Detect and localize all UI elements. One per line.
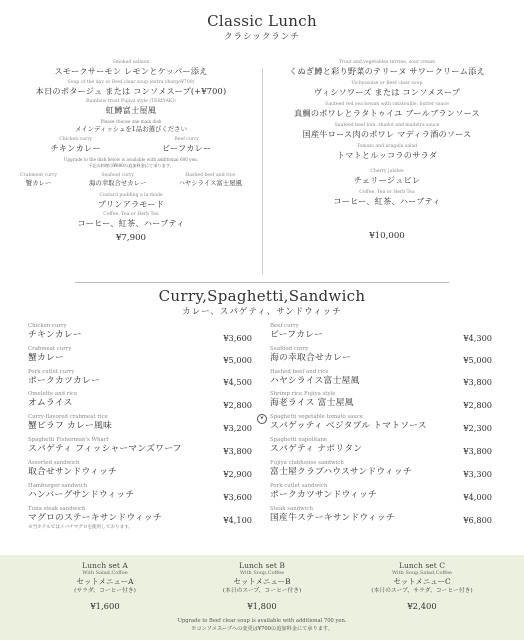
menu-item-price: ¥4,300 xyxy=(463,333,492,343)
menu-item-jp: ビーフカレー xyxy=(270,330,324,340)
menu-item-price: ¥5,000 xyxy=(223,355,252,365)
menu-item-jp: ハヤシライス富士屋風 xyxy=(270,376,360,386)
course-right-line-en: Sauteed beef loin, shallot and madeira sauce xyxy=(334,123,440,128)
menu-item-jp: スパゲティ ナポリタン xyxy=(270,444,363,454)
course-left-choice-jp: 海の幸取合せカレー xyxy=(88,179,147,187)
menu-item-en: Spaghetti napolitane xyxy=(270,437,328,443)
course-right-line-jp: くぬぎ鱒と彩り野菜のテリーヌ サワークリーム添え xyxy=(289,66,485,76)
menu-item xyxy=(270,323,323,340)
course-left-line-jp: 虹鱒富士屋風 xyxy=(105,105,157,115)
course-right-line-en: Cherry jubilee xyxy=(370,169,404,174)
menu-item-en: Pork cutlet sandwich xyxy=(270,483,328,489)
course-right-line-en: Sauteed red sea bream with ratatouille, butter sauce xyxy=(325,102,449,107)
course-right xyxy=(272,60,502,241)
course-left-line-en: Smoked salmon xyxy=(112,60,150,65)
menu-item-en: Steak sandwich xyxy=(270,506,313,512)
lunch-set-en: With Soup,Coffee xyxy=(239,570,285,576)
course-left-line-jp: 本日のポタージュ または コンソメスープ(+¥700) xyxy=(35,86,227,96)
dessert-jp: プリンアラモード xyxy=(97,199,165,209)
course-left xyxy=(20,60,242,243)
course-right-line-jp: コーヒー、紅茶、ハーブティ xyxy=(333,196,441,206)
lunch-set-panel xyxy=(0,555,524,640)
upgrade-note-en: Upgrade to the dish below is available with additional 600 yen. xyxy=(63,157,199,162)
menu-item xyxy=(28,323,82,340)
lunch-set-name: Lunch set A xyxy=(82,561,128,570)
lunch-set-en: With Salad,Coffee xyxy=(82,570,128,576)
menu-item xyxy=(28,506,162,523)
section-subtitle: カレー、スパゲティ、サンドウィッチ xyxy=(182,307,342,317)
upgrade-note-jp: 下記の料理は¥600の追加料金にて承ります。 xyxy=(88,163,174,168)
course-left-price: ¥7,900 xyxy=(115,233,147,243)
lunch-set-c xyxy=(352,561,492,611)
menu-item-jp: 国産牛ステーキサンドウィッチ xyxy=(270,513,395,523)
lunch-set-detail: (サラダ、コーヒー付き) xyxy=(74,588,136,594)
menu-item-en: Tuna steak sandwich xyxy=(28,506,86,512)
course-left-choice-jp: ビーフカレー xyxy=(161,143,212,153)
drink-jp: コーヒー、紅茶、ハーブティ xyxy=(77,218,185,228)
lunch-set-detail: (本日のスープ、サラダ、コーヒー付き) xyxy=(371,588,473,594)
menu-item-price: ¥6,800 xyxy=(463,515,492,525)
course-left-choice xyxy=(178,173,242,188)
menu-item-en: Hashed beef and rice xyxy=(270,369,329,375)
menu-item-jp: 海の幸取合せカレー xyxy=(270,353,351,363)
course-right-line-jp: ヴィシソワーズ または コンソメスープ xyxy=(313,87,461,97)
menu-item-en: Spaghetti Fisherman's Wharf xyxy=(28,437,109,443)
course-left-choice-jp: ハヤシライス富士屋風 xyxy=(178,179,242,187)
course-left-choice-jp: 蟹カレー xyxy=(25,179,52,187)
menu-item-jp: スパゲティ フィッシャーマンズワーフ xyxy=(28,444,182,454)
lunch-set-name: Lunch set C xyxy=(398,561,446,570)
lunch-set-name: Lunch set B xyxy=(239,561,285,570)
course-left-line-en: Please choose one main dish xyxy=(100,119,162,124)
menu-item xyxy=(270,483,377,500)
menu-item xyxy=(28,369,100,386)
menu-item-price: ¥4,500 xyxy=(223,377,252,387)
menu-item xyxy=(28,414,112,431)
footer-note-jp: ※コンソメスープへの変更は¥700の追加料金にて承ります。 xyxy=(191,626,333,632)
menu-item xyxy=(28,391,77,408)
course-left-line-jp: メインディッシュを1品お選びください xyxy=(75,125,187,133)
course-left-choice xyxy=(162,137,212,154)
menu-item-price: ¥3,800 xyxy=(463,446,492,456)
lunch-set-b xyxy=(192,561,332,611)
menu-item-jp: チキンカレー xyxy=(28,330,82,340)
lunch-set-jp: セットメニューC xyxy=(393,577,451,586)
menu-item-jp: 富士屋クラブハウスサンドウィッチ xyxy=(270,467,412,477)
menu-item-price: ¥3,600 xyxy=(223,492,252,502)
menu-item xyxy=(270,506,395,523)
course-left-line-en: Rainbow trout Fujiya style (TERIYAKI) xyxy=(86,99,176,104)
vertical-divider xyxy=(262,68,263,274)
page-title: Classic Lunch xyxy=(207,12,317,30)
course-right-line-en: Trout and vegetables terrine, sour cream xyxy=(338,60,436,65)
menu-item-price: ¥3,300 xyxy=(463,469,492,479)
tuna-note: ※当ホテルではメバチマグロを使用しております。 xyxy=(28,525,134,530)
menu-item-jp: 蟹ピラフ カレー風味 xyxy=(28,421,112,431)
menu-item-en: Shrimp rice Fujiya style xyxy=(270,391,336,397)
menu-item xyxy=(270,369,360,386)
menu-item-en: Curry-flavored crabmeat rice xyxy=(28,414,108,420)
menu-item-jp: スパゲッティ ベジタブル トマトソース xyxy=(270,421,427,431)
menu-item xyxy=(270,346,351,363)
vegetable-leaf-icon: ❦ xyxy=(257,414,267,424)
course-left-choice xyxy=(51,137,101,154)
menu-item-jp: マグロのステーキサンドウィッチ xyxy=(28,513,162,523)
menu-item-en: Fujiya clubhouse sandwich xyxy=(270,460,344,466)
course-left-choice-en: Chicken curry xyxy=(59,137,93,142)
menu-item-en: Omelette and rice xyxy=(28,391,78,397)
lunch-set-price: ¥2,400 xyxy=(407,601,437,611)
menu-item-price: ¥4,100 xyxy=(223,515,252,525)
course-left-line-jp: スモークサーモン レモンとケッパー添え xyxy=(54,66,208,76)
course-right-line-en: Coffee, Tea or Herb Tea xyxy=(359,190,415,195)
course-left-choice-jp: チキンカレー xyxy=(50,143,101,153)
menu-item xyxy=(270,391,354,408)
menu-item-en: Pork cutlet curry xyxy=(28,369,75,375)
menu-item-price: ¥4,000 xyxy=(463,492,492,502)
lunch-set-jp: セットメニューA xyxy=(76,577,134,586)
menu-item-jp: 取合せサンドウィッチ xyxy=(28,467,118,477)
menu-item-jp: ハンバーグサンドウィッチ xyxy=(28,490,135,500)
menu-item xyxy=(270,414,427,431)
menu-item-jp: オムライス xyxy=(28,398,73,408)
menu-item-en: Seafood curry xyxy=(270,346,309,352)
section-divider xyxy=(75,282,449,283)
menu-item-price: ¥3,800 xyxy=(463,377,492,387)
menu-item-price: ¥2,800 xyxy=(223,400,252,410)
menu-item-jp: ポークカツカレー xyxy=(28,376,100,386)
menu-item-en: Chicken curry xyxy=(28,323,67,329)
menu-item-price: ¥3,600 xyxy=(223,333,252,343)
menu-item xyxy=(28,483,134,500)
section-title: Curry,Spaghetti,Sandwich xyxy=(158,287,366,305)
lunch-set-jp: セットメニューB xyxy=(233,577,291,586)
menu-item-jp: ポークカツサンドウィッチ xyxy=(270,490,377,500)
menu-item-price: ¥3,800 xyxy=(223,446,252,456)
menu-item-price: ¥2,900 xyxy=(223,469,252,479)
course-left-choice-en: Seafood curry xyxy=(101,173,135,178)
lunch-set-price: ¥1,600 xyxy=(90,601,120,611)
course-left-choice-en: Beef curry xyxy=(174,137,199,142)
course-left-choice xyxy=(89,173,147,188)
menu-item xyxy=(28,346,71,363)
course-left-choice xyxy=(20,173,57,188)
course-right-line-jp: 真鯛のポワレとラタトゥイユ ブールブランソース xyxy=(294,108,480,118)
lunch-set-en: With Soup,Salad,Coffee xyxy=(392,570,452,576)
course-right-line-jp: チェリージュビレ xyxy=(353,175,421,185)
drink-en: Coffee, Tea or Herb Tea xyxy=(103,212,159,217)
menu-item-price: ¥3,200 xyxy=(223,423,252,433)
menu-item xyxy=(28,460,117,477)
menu-item xyxy=(270,460,412,477)
menu-item-en: Crabmeat curry xyxy=(28,346,72,352)
menu-item-price: ¥2,800 xyxy=(463,400,492,410)
menu-item-price: ¥2,300 xyxy=(463,423,492,433)
menu-item xyxy=(270,437,362,454)
menu-item-price: ¥5,000 xyxy=(463,355,492,365)
page-subtitle: クラシックランチ xyxy=(224,32,300,42)
lunch-set-price: ¥1,800 xyxy=(247,601,277,611)
menu-item-en: Assorted sandwich xyxy=(28,460,80,466)
course-left-choice-en: Hashed beef and rice xyxy=(185,173,236,178)
menu-item xyxy=(28,437,182,454)
course-right-price: ¥10,000 xyxy=(369,231,405,241)
course-right-line-en: Tomato and arugula salad xyxy=(356,144,418,149)
menu-item-jp: 海老ライス 富士屋風 xyxy=(270,398,354,408)
course-left-choice-en: Crabmeat curry xyxy=(20,173,58,178)
lunch-set-a xyxy=(35,561,175,611)
course-right-line-en: Vichyssoise or Beef clear soup xyxy=(351,81,423,86)
dessert-en: Custard pudding a la mode xyxy=(99,193,163,198)
menu-item-jp: 蟹カレー xyxy=(28,353,64,363)
course-right-line-jp: 国産牛ロース肉のポワレ マディラ酒のソース xyxy=(302,129,472,139)
menu-item-en: Spaghetti vegetable tomato sauce xyxy=(270,414,364,420)
course-right-line-jp: トマトとルッコラのサラダ xyxy=(336,150,438,160)
menu-item-en: Hamburger sandwich xyxy=(28,483,88,489)
course-left-line-en: Soup of the day or Beef clear soup (extra charge¥700) xyxy=(67,80,195,85)
lunch-set-detail: (本日のスープ、コーヒー付き) xyxy=(222,588,302,594)
menu-item-en: Beef curry xyxy=(270,323,299,329)
footer-note-en: Upgrade to Beef clear soup is available with additional 700 yen. xyxy=(177,618,347,624)
